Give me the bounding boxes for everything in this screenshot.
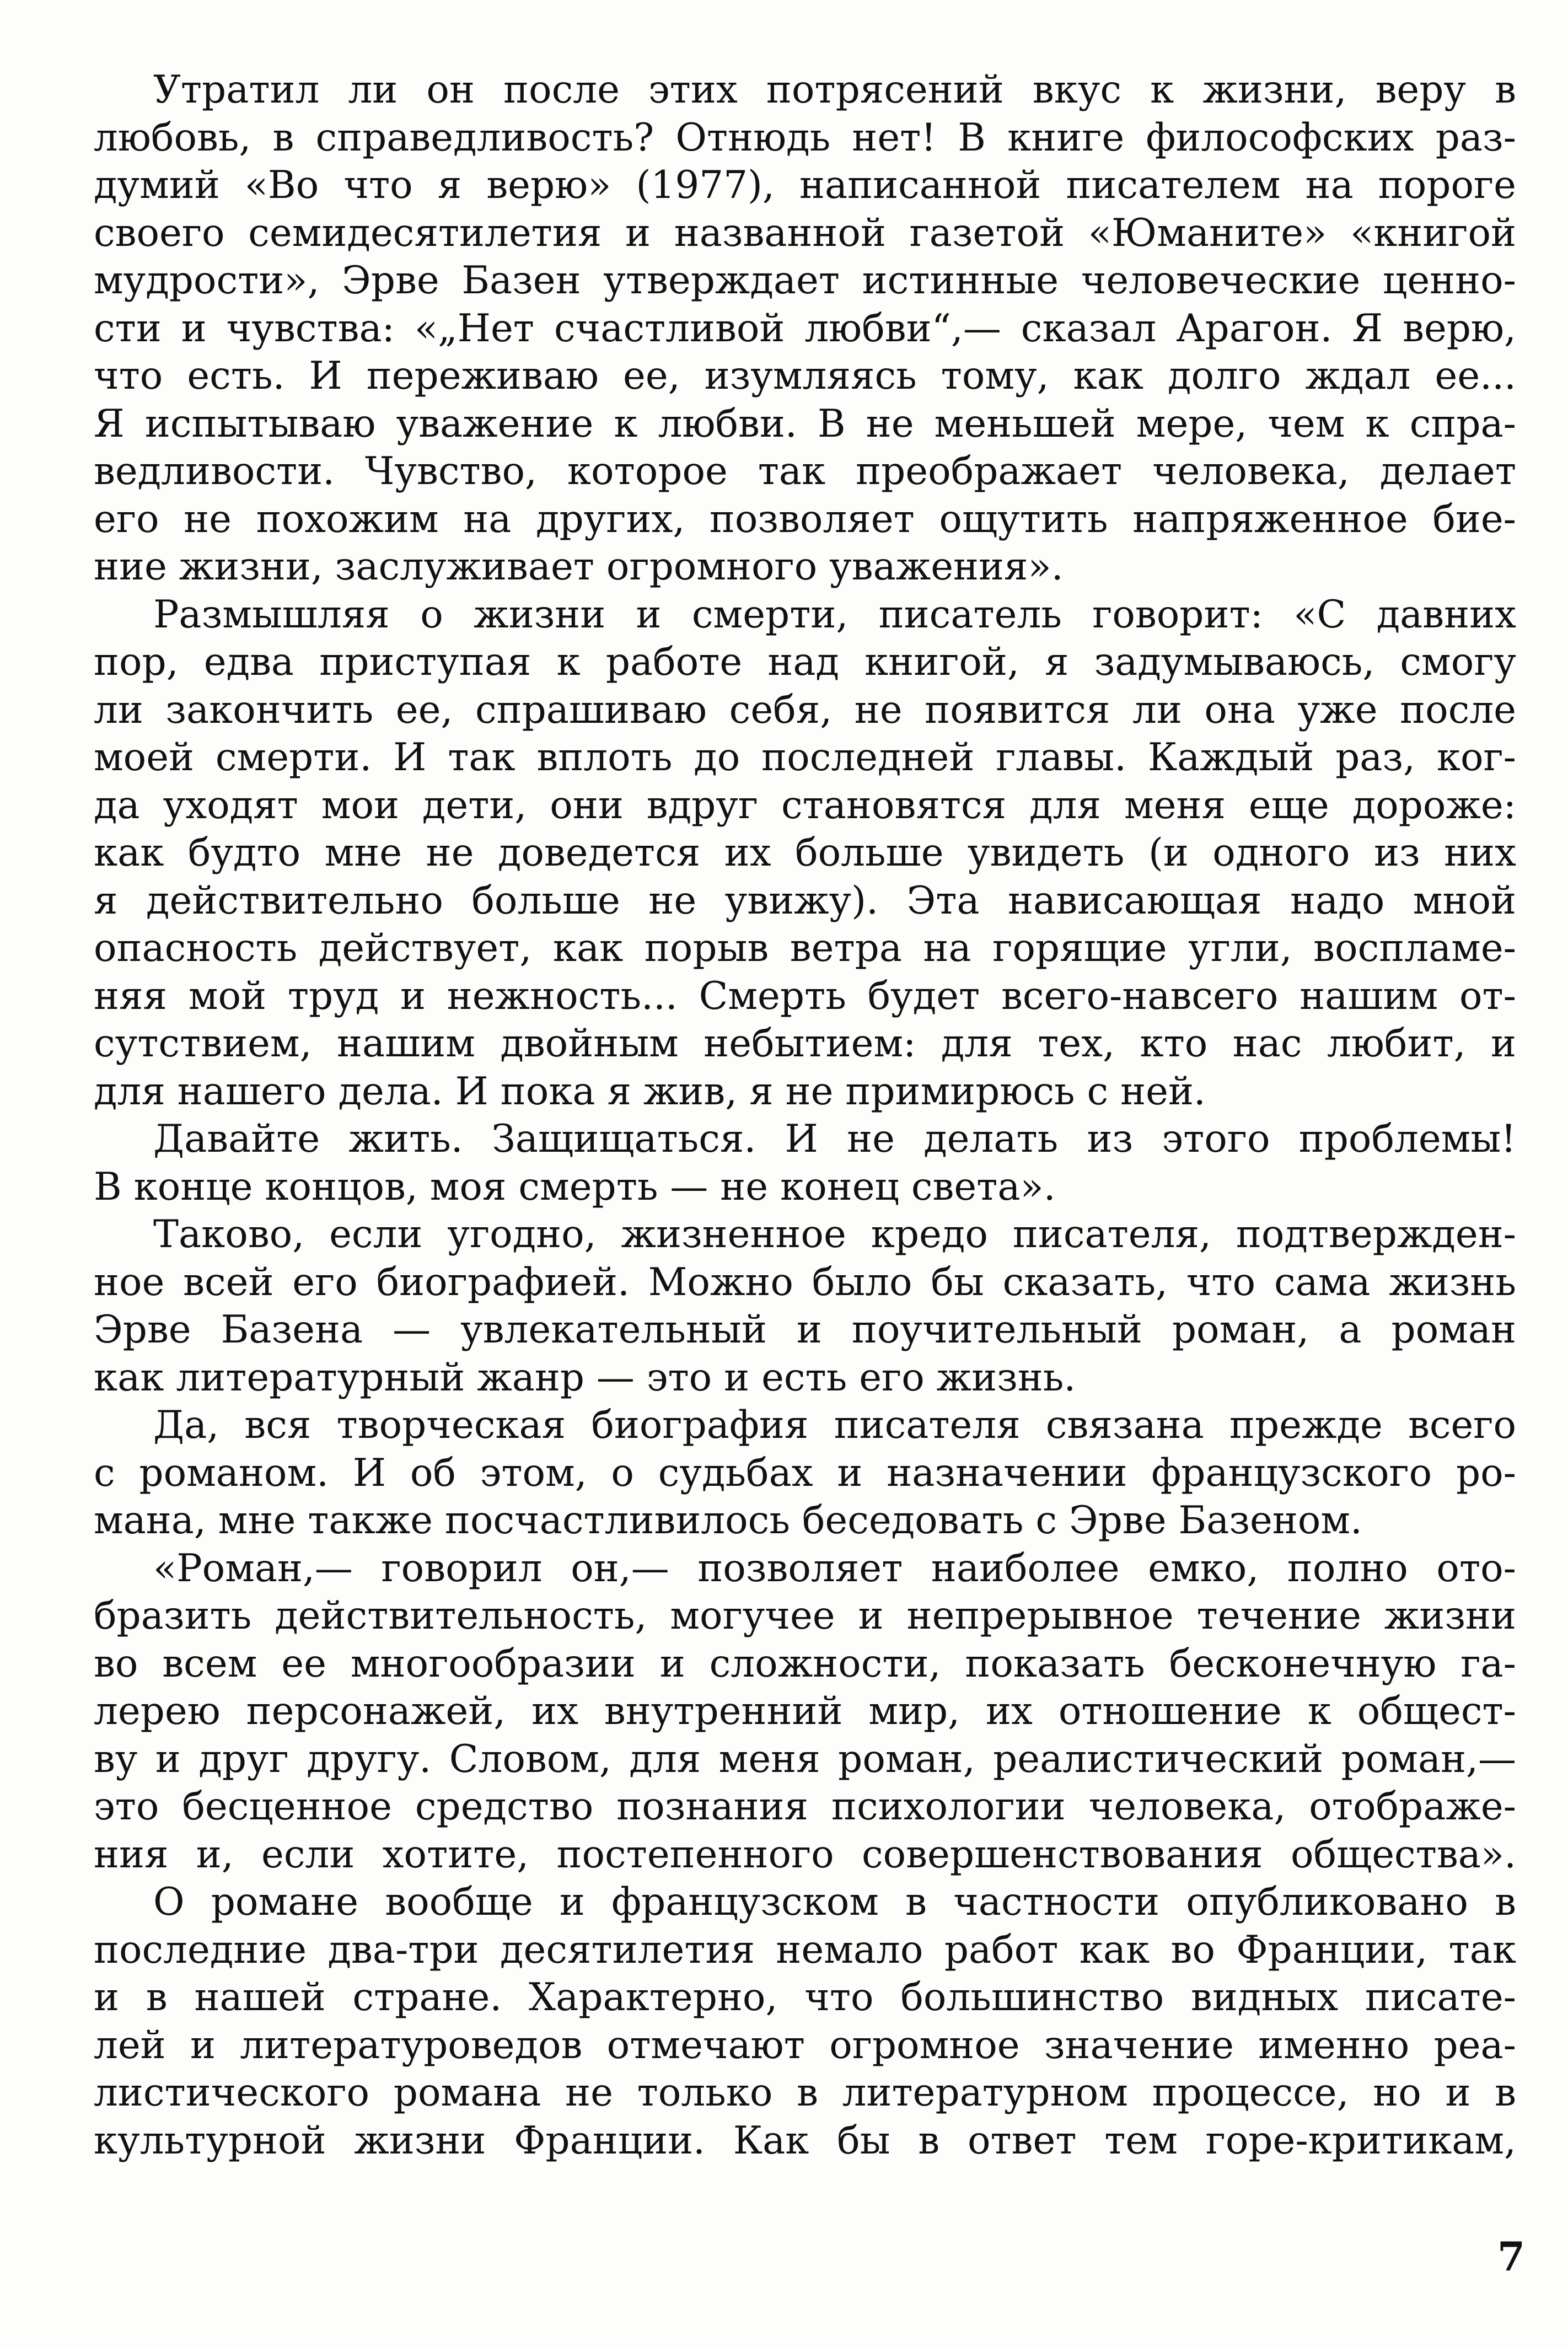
text-line: опасность действует, как порыв ветра на горящие угли, воспламе- bbox=[94, 926, 1516, 970]
body-text bbox=[94, 66, 1516, 2165]
text-line: Таково, если угодно, жизненное кредо писателя, подтвержден- bbox=[153, 1212, 1516, 1256]
text-line: сти и чувства: «„Нет счастливой любви“,— сказал Арагон. Я верю, bbox=[94, 306, 1516, 351]
text-line: ние жизни, заслуживает огромного уважения». bbox=[94, 545, 1064, 589]
text-line: как литературный жанр — это и есть его жизнь. bbox=[94, 1355, 1076, 1400]
text-line: ву и друг другу. Словом, для меня роман, реалистический роман,— bbox=[94, 1737, 1516, 1781]
text-line: любовь, в справедливость? Отнюдь нет! В книге философских раз- bbox=[94, 115, 1516, 160]
text-line: лей и литературоведов отмечают огромное значение именно реа- bbox=[94, 2023, 1516, 2067]
page-number: 7 bbox=[1497, 2233, 1525, 2280]
text-line: для нашего дела. И пока я жив, я не примирюсь с ней. bbox=[94, 1069, 1206, 1114]
text-line: что есть. И переживаю ее, изумляясь тому, как долго ждал ее... bbox=[94, 354, 1516, 398]
text-line: мудрости», Эрве Базен утверждает истинные человеческие ценно- bbox=[94, 259, 1516, 303]
text-line: своего семидесятилетия и названной газетой «Юманите» «книгой bbox=[94, 211, 1516, 255]
text-line: «Роман,— говорил он,— позволяет наиболее емко, полно ото- bbox=[153, 1546, 1516, 1591]
text-line: как будто мне не доведется их больше увидеть (и одного из них bbox=[94, 831, 1516, 875]
text-line: бразить действительность, могучее и непрерывное течение жизни bbox=[94, 1594, 1516, 1638]
text-line: мана, мне также посчастливилось беседовать с Эрве Базеном. bbox=[94, 1499, 1362, 1543]
text-line: лерею персонажей, их внутренний мир, их отношение к общест- bbox=[94, 1689, 1516, 1733]
text-line: О романе вообще и французском в частности опубликовано в bbox=[153, 1880, 1516, 1924]
text-line: пор, едва приступая к работе над книгой, я задумываюсь, смогу bbox=[94, 640, 1516, 684]
text-line: культурной жизни Франции. Как бы в ответ тем горе-критикам, bbox=[94, 2118, 1516, 2163]
text-line: с романом. И об этом, о судьбах и назначении французского ро- bbox=[94, 1451, 1516, 1495]
text-line: Давайте жить. Защищаться. И не делать из этого проблемы! bbox=[153, 1117, 1516, 1161]
text-line: и в нашей стране. Характерно, что большинство видных писате- bbox=[94, 1975, 1516, 2020]
text-line: Размышляя о жизни и смерти, писатель говорит: «С давних bbox=[153, 592, 1516, 637]
text-line: сутствием, нашим двойным небытием: для тех, кто нас любит, и bbox=[94, 1022, 1516, 1066]
text-line: думий «Во что я верю» (1977), написанной писателем на пороге bbox=[94, 163, 1516, 207]
text-line: листического романа не только в литературном процессе, но и в bbox=[94, 2071, 1516, 2115]
text-line: я действительно больше не увижу). Эта нависающая надо мной bbox=[94, 878, 1516, 923]
text-line: ния и, если хотите, постепенного совершенствования общества». bbox=[94, 1832, 1516, 1877]
text-line: Да, вся творческая биография писателя связана прежде всего bbox=[153, 1403, 1516, 1447]
text-line: ведливости. Чувство, которое так преображает человека, делает bbox=[94, 449, 1516, 493]
text-line: ное всей его биографией. Можно было бы сказать, что сама жизнь bbox=[94, 1260, 1516, 1304]
text-line: моей смерти. И так вплоть до последней главы. Каждый раз, ког- bbox=[94, 735, 1516, 780]
text-line: В конце концов, моя смерть — не конец света». bbox=[94, 1164, 1056, 1209]
text-line: Эрве Базена — увлекательный и поучительный роман, а роман bbox=[94, 1308, 1516, 1352]
text-line: Я испытываю уважение к любви. В не меньшей мере, чем к спра- bbox=[94, 401, 1516, 446]
text-line: это бесценное средство познания психологии человека, отображе- bbox=[94, 1785, 1516, 1829]
text-line: его не похожим на других, позволяет ощутить напряженное бие- bbox=[94, 497, 1516, 541]
text-line: последние два-три десятилетия немало работ как во Франции, так bbox=[94, 1927, 1516, 1972]
text-line: да уходят мои дети, они вдруг становятся для меня еще дороже: bbox=[94, 783, 1516, 828]
text-line: няя мой труд и нежность... Смерть будет всего-навсего нашим от- bbox=[94, 974, 1516, 1018]
text-line: Утратил ли он после этих потрясений вкус к жизни, веру в bbox=[153, 68, 1516, 112]
text-line: ли закончить ее, спрашиваю себя, не появится ли она уже после bbox=[94, 688, 1516, 732]
text-line: во всем ее многообразии и сложности, показать бесконечную га- bbox=[94, 1641, 1516, 1686]
